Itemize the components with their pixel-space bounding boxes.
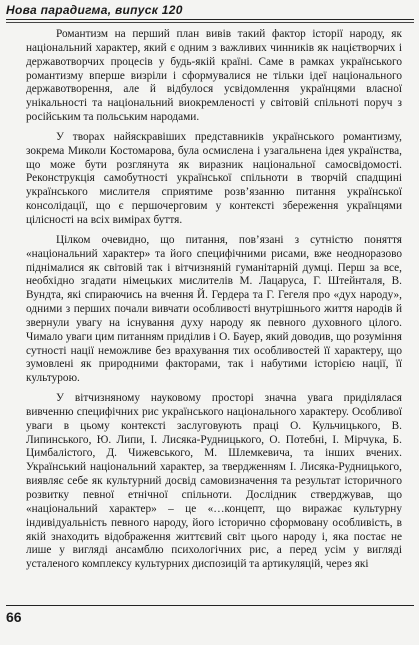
running-header: Нова парадигма, випуск 120 (6, 3, 183, 17)
paragraph-3: Цілком очевидно, що питання, пов’язані з сутністю поняття «національний характер» та його специфічними рисами, вже неодноразово піднімалися як світовій так і вітчизняній гуманітарній думці. Перш за все, необхідно згадати німецьких мислителів М. Лацаруса, Г. Штейнталя, В. Вундта, які спираючись на вчення Й. Гердера та Г. Гегеля про «дух народу», одними з перших почали вивчати особливості внутрішнього життя народів й звернули увагу на існування духу народу як певного духовного цілого. Чимало уваги цим питанням приділив і О. Бауер, який доводив, що розуміння сутності нації неможливе без врахування тих особливостей її характеру, що зумовлені як природними факторами, так і набутими історією нації, її культурою. (26, 233, 402, 385)
paragraph-2: У творах найяскравіших представників українського романтизму, зокрема Миколи Костомарова, була осмислена і узагальнена ідея українства, що може бути розглянута як виразник національної самосвідомості. Реконструкція самобутності української спільноти в творчій спадщині українського мислителя сприятиме розв’язанню питання української консолідації, що є першочерговим у контексті збереження українцями цілісності на всіх вимірах буття. (26, 130, 402, 226)
paragraph-4: У вітчизняному науковому просторі значна увага приділялася вивченню специфічних рис українського національного характеру. Особливої уваги в цьому контексті заслуговують праці О. Кульчицького, В. Липинського, Ю. Липи, І. Лисяка-Рудницького, О. Потебні, І. Мірчука, Б. Цимбалістого, Д. Чижевського, М. Шлемкевича, та інших вчених. Український національний характер, за твердженням І. Лисяка-Рудницького, виявляє себе як культурний досвід самовизначення та результат історичного розвитку певної етнічної спільноти. Дослідник стверджував, що «національний характер» – це «…концепт, що виражає культурну індивідуальність певного народу, його історично сформовану особливість, в якій знаходить відображення життєвий світ цього народу і, яка постає не лише у вигляді ансамблю психологічних рис, а перед усім у вигляді усталеного комплексу культурних диспозицій та артикуляцій, через які (26, 392, 402, 571)
header-rule (6, 19, 414, 20)
paragraph-1: Романтизм на перший план вивів такий фактор історії народу, як національний характер, який є одним з важливих чинників як націєтворчих і державотворчих процесів у будь-якій країні. Саме в рамках українського романтизму вперше визріли і сформувалися не тільки ідеї національного державотворення, але й відбулося усвідомлення українцями власної унікальності та національний виокремленості у світовій спільноті поруч з російським та польським народами. (26, 28, 402, 124)
body-text (26, 28, 402, 572)
footer-rule (6, 605, 414, 606)
header-rule-thin (6, 22, 414, 23)
page-number: 66 (6, 609, 22, 625)
